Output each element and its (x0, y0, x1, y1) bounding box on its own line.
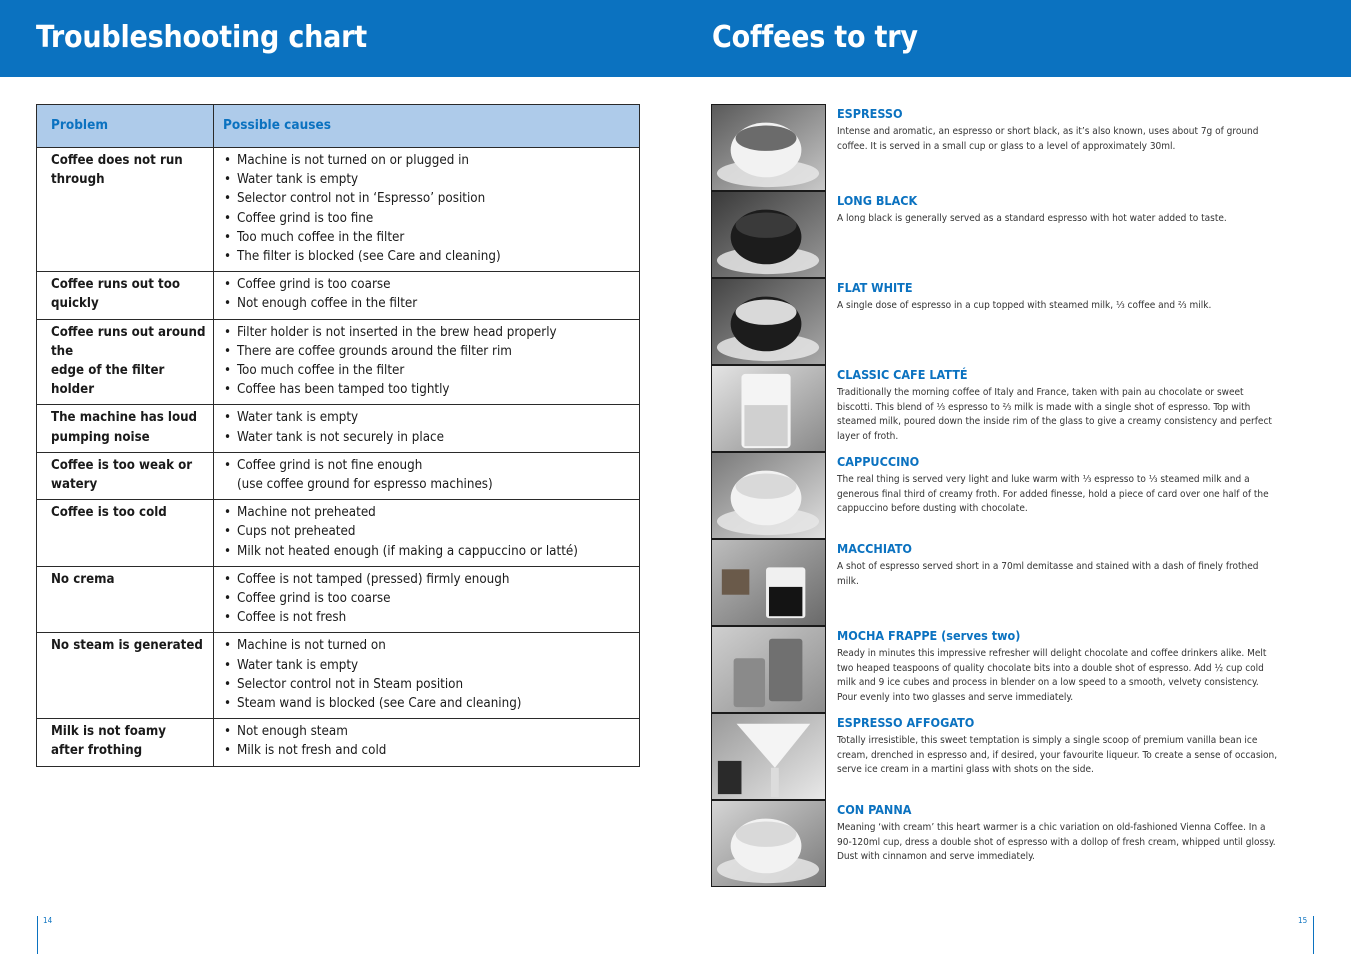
cause-item: • Filter holder is not inserted in the brew head properly (223, 323, 633, 342)
coffee-description: The real thing is served very light and luke warm with ⅓ espresso to ⅓ steamed milk and a generous final third of creamy froth. For added finesse, hold a piece of card over one half of the cappuccino before dusting with chocolate. (837, 474, 1269, 514)
coffee-entry (711, 626, 1311, 713)
causes-cell (214, 148, 640, 272)
table-row (37, 566, 640, 633)
table-row (37, 719, 640, 766)
cause-item: • Not enough steam (223, 722, 633, 741)
problem-text: No steam is generated (51, 638, 203, 654)
problem-text: Coffee is too cold (51, 505, 167, 521)
cause-item: • Milk not heated enough (if making a cappuccino or latté) (223, 542, 633, 561)
problem-text: after frothing (51, 743, 143, 759)
cause-item: • Water tank is empty (223, 408, 633, 427)
causes-cell (214, 272, 640, 319)
cause-list (223, 570, 633, 628)
problem-text: Coffee is too weak or watery (51, 457, 193, 493)
troubleshooting-table (36, 104, 640, 767)
coffee-description: Ready in minutes this impressive refresher will delight chocolate and coffee drinkers alike. Melt two heaped teaspoons of quality chocolate bits into a double shot of espresso. Add ½ cup cold milk and 9 ice cubes and process in blender on a low speed to a smooth, velvety consistency. Pour evenly into two glasses and serve immediately. (837, 648, 1267, 703)
causes-cell (214, 500, 640, 567)
cause-item: • Coffee grind is too fine (223, 209, 633, 228)
cause-list (223, 722, 633, 760)
latte-glass-photo (711, 365, 826, 452)
cause-item: • Machine is not turned on (223, 636, 633, 655)
problem-cell (37, 452, 214, 499)
coffee-entry (711, 104, 1311, 191)
coffee-description: Traditionally the morning coffee of Italy and France, taken with pain au chocolate or sweet biscotti. This blend of ⅓ espresso to ⅔ milk is made with a single shot of espresso. Top with steamed milk, poured down the inside rim of the glass to give a creamy consistency and perfect layer of froth. (837, 387, 1272, 442)
page-number-left: 14 (43, 916, 53, 925)
cause-item: • Too much coffee in the filter (223, 228, 633, 247)
macchiato-glass-photo (711, 539, 826, 626)
cause-item: • Steam wand is blocked (see Care and cleaning) (223, 694, 633, 713)
cause-item: • Too much coffee in the filter (223, 361, 633, 380)
coffee-name: CON PANNA (837, 802, 912, 817)
cause-list (223, 323, 633, 400)
problem-cell (37, 500, 214, 567)
coffee-entry (711, 365, 1311, 452)
cause-list (223, 151, 633, 266)
problem-cell (37, 319, 214, 405)
margin-rule-right (1313, 916, 1314, 954)
problem-text: Coffee runs out around the (51, 324, 206, 359)
problem-cell (37, 405, 214, 452)
mocha-frappe-glasses-photo (711, 626, 826, 713)
cause-item: • Not enough coffee in the filter (223, 294, 633, 313)
espresso-cup-photo (711, 104, 826, 191)
cause-item: • The filter is blocked (see Care and cleaning) (223, 247, 633, 266)
coffee-name: MACCHIATO (837, 541, 912, 556)
problem-text: edge of the filter holder (51, 363, 165, 398)
long-black-cup-photo (711, 191, 826, 278)
coffee-entry (711, 191, 1311, 278)
cause-list (223, 456, 633, 494)
affogato-glass-photo (711, 713, 826, 800)
coffee-description: Meaning ‘with cream’ this heart warmer is a chic variation on old-fashioned Vienna Coffee. In a 90-120ml cup, dress a double shot of espresso with a dollop of fresh cream, whipped until glossy. Dust with cinnamon and serve immediately. (837, 822, 1276, 862)
problem-text: Coffee does not run through (51, 153, 183, 188)
cause-item: • Coffee is not tamped (pressed) firmly enough (223, 570, 633, 589)
page-title-troubleshooting: Troubleshooting chart (36, 20, 367, 55)
table-row (37, 319, 640, 405)
cause-item: • Coffee has been tamped too tightly (223, 380, 633, 399)
cause-item: • Water tank is not securely in place (223, 428, 633, 447)
coffee-description: A single dose of espresso in a cup topped with steamed milk, ⅓ coffee and ⅔ milk. (837, 300, 1212, 311)
problem-text: pumping noise (51, 429, 150, 445)
cause-item: • Cups not preheated (223, 522, 633, 541)
cause-item: • Coffee grind is too coarse (223, 589, 633, 608)
cause-item: • Water tank is empty (223, 656, 633, 675)
table-header-row (37, 105, 640, 148)
cause-list (223, 503, 633, 561)
page-number-right: 15 (1298, 916, 1308, 925)
problem-text: Milk is not foamy (51, 724, 167, 740)
table-row (37, 452, 640, 499)
problem-cell (37, 566, 214, 633)
causes-cell (214, 452, 640, 499)
coffee-name: FLAT WHITE (837, 280, 913, 295)
problem-text: Coffee runs out too quickly (51, 277, 181, 312)
coffee-description: A long black is generally served as a standard espresso with hot water added to taste. (837, 213, 1227, 224)
coffee-name: CAPPUCCINO (837, 454, 920, 469)
causes-cell (214, 319, 640, 405)
problem-cell (37, 719, 214, 766)
cause-item: • Selector control not in ‘Espresso’ position (223, 189, 633, 208)
problem-text: The machine has loud (51, 410, 198, 426)
coffee-entry (711, 539, 1311, 626)
cause-item: • Water tank is empty (223, 170, 633, 189)
coffee-description: Totally irresistible, this sweet temptation is simply a single scoop of premium vanilla bean ice cream, drenched in espresso and, if desired, your favourite liqueur. To create a sense of occasion, serve ice cream in a martini glass with shots on the side. (837, 735, 1278, 775)
coffee-entry (711, 713, 1311, 800)
coffee-entry (711, 452, 1311, 539)
coffee-entry (711, 800, 1311, 887)
con-panna-cup-photo (711, 800, 826, 887)
header-possible-causes: Possible causes (214, 105, 640, 148)
table-row (37, 500, 640, 567)
causes-cell (214, 719, 640, 766)
coffee-name: ESPRESSO AFFOGATO (837, 715, 975, 730)
cause-item: • Milk is not fresh and cold (223, 741, 633, 760)
cause-item: • Selector control not in Steam position (223, 675, 633, 694)
coffee-description: Intense and aromatic, an espresso or short black, as it’s also known, uses about 7g of ground coffee. It is served in a small cup or glass to a level of approximately 30ml. (837, 126, 1259, 152)
problem-cell (37, 272, 214, 319)
table-row (37, 405, 640, 452)
table-row (37, 633, 640, 719)
cause-item: (use coffee ground for espresso machines) (237, 477, 493, 493)
coffee-name: LONG BLACK (837, 193, 918, 208)
coffee-description: A shot of espresso served short in a 70ml demitasse and stained with a dash of finely frothed milk. (837, 561, 1259, 587)
cause-item: • Coffee is not fresh (223, 608, 633, 627)
cause-item: • Machine is not turned on or plugged in (223, 151, 633, 170)
table-row (37, 272, 640, 319)
cause-item: • Machine not preheated (223, 503, 633, 522)
problem-cell (37, 148, 214, 272)
problem-cell (37, 633, 214, 719)
causes-cell (214, 405, 640, 452)
causes-cell (214, 633, 640, 719)
cause-item: • Coffee grind is not fine enough (223, 456, 633, 475)
cappuccino-cup-photo (711, 452, 826, 539)
cause-list (223, 275, 633, 313)
coffee-name: MOCHA FRAPPE (serves two) (837, 628, 1021, 643)
cause-list (223, 408, 633, 446)
problem-text: No crema (51, 571, 115, 587)
header-problem: Problem (37, 105, 214, 148)
cause-item: • There are coffee grounds around the filter rim (223, 342, 633, 361)
table-body (37, 148, 640, 767)
page-title-coffees: Coffees to try (712, 20, 918, 55)
coffee-name: CLASSIC CAFE LATTÉ (837, 367, 968, 382)
table-row (37, 148, 640, 272)
coffee-name: ESPRESSO (837, 106, 903, 121)
cause-list (223, 636, 633, 713)
causes-cell (214, 566, 640, 633)
flat-white-cup-photo (711, 278, 826, 365)
cause-item: • Coffee grind is too coarse (223, 275, 633, 294)
margin-rule-left (37, 916, 38, 954)
coffee-entry (711, 278, 1311, 365)
